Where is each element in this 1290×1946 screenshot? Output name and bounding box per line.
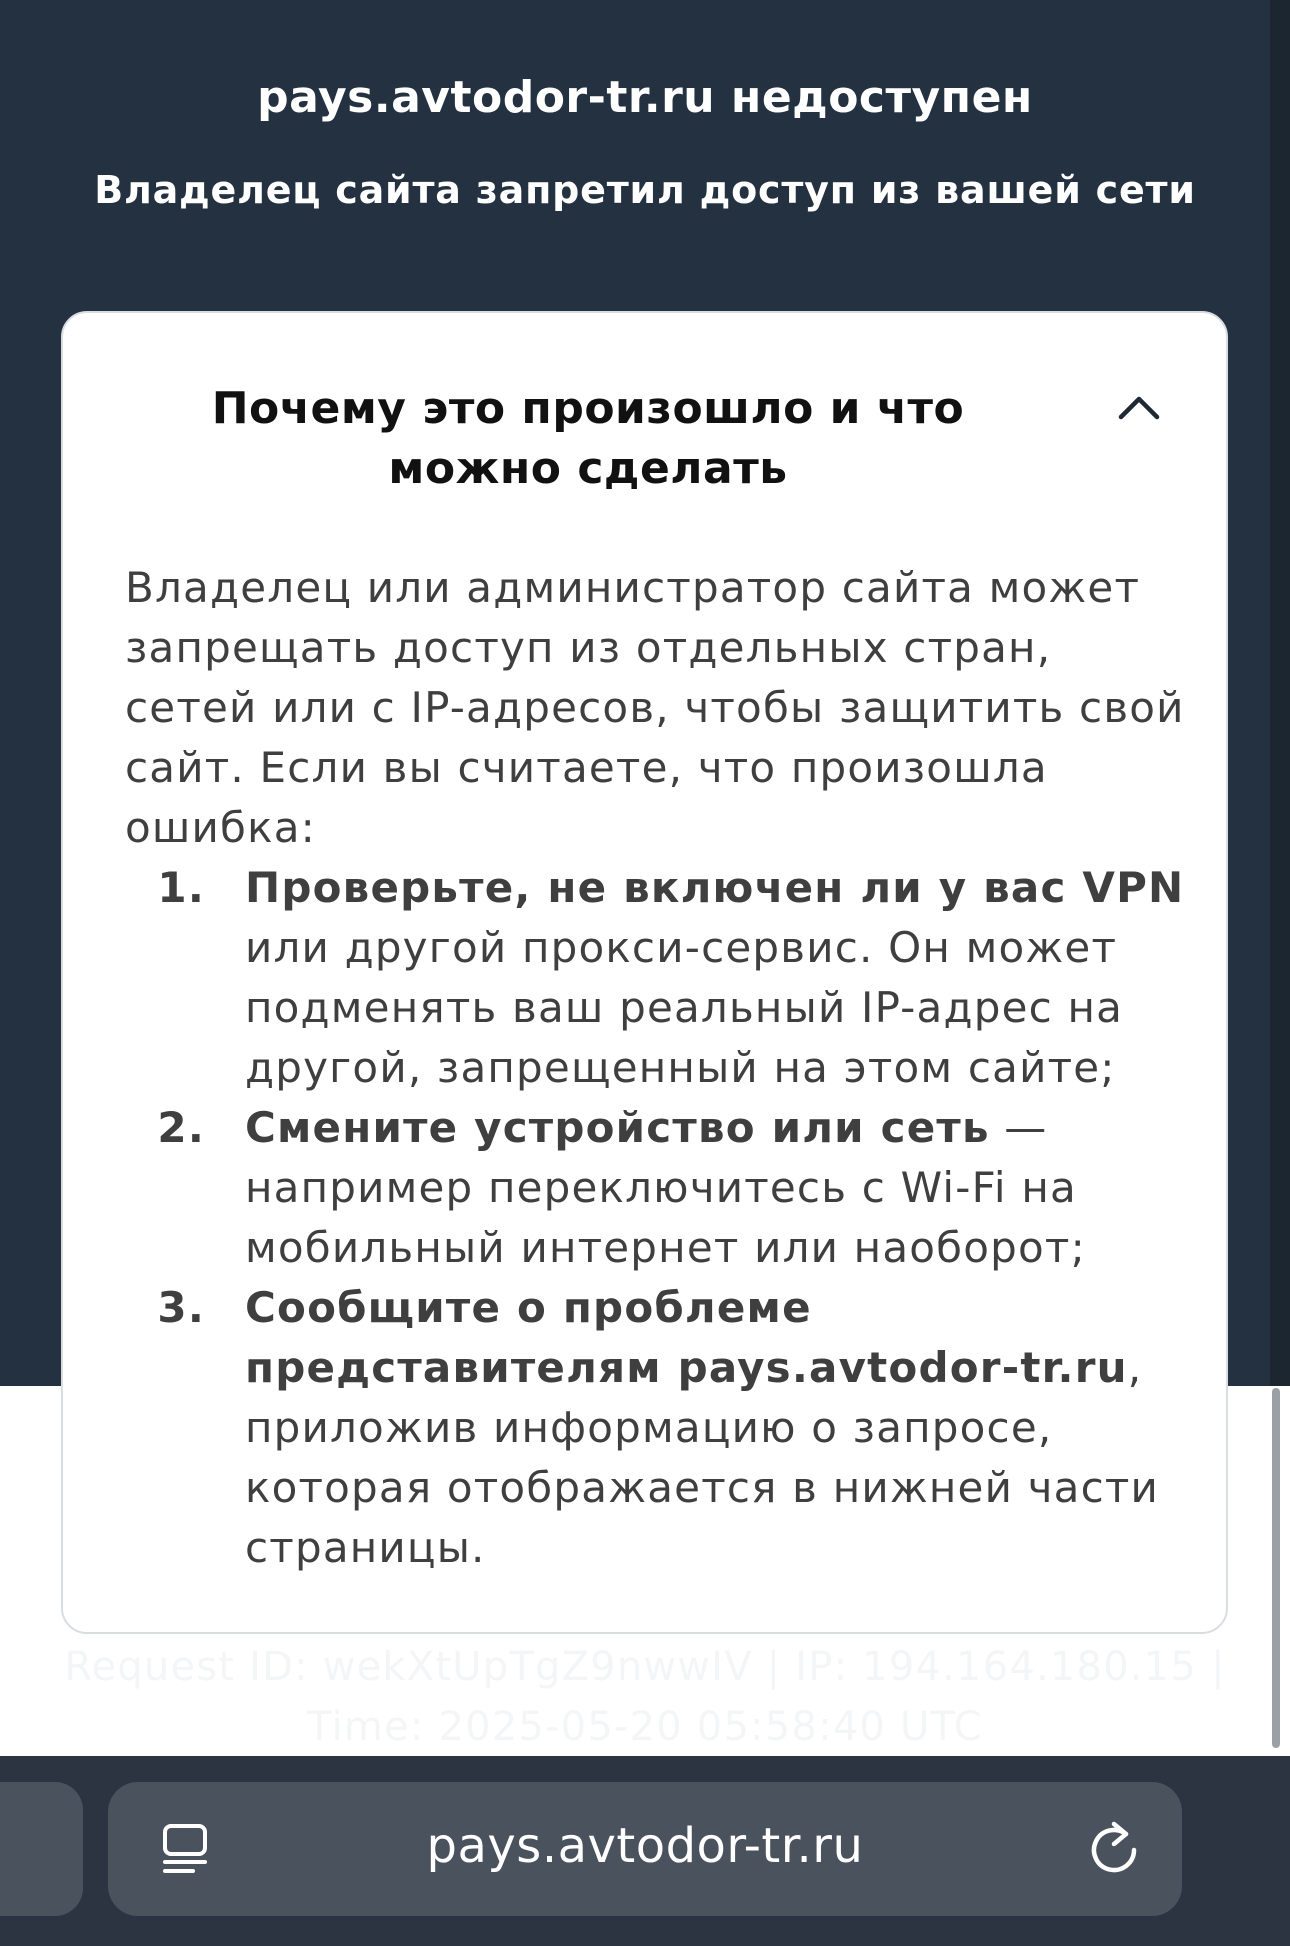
page-title: pays.avtodor-tr.ru недоступен <box>257 72 1033 123</box>
reload-icon[interactable] <box>1086 1820 1142 1878</box>
step-text: , приложив информацию о запросе, которая отображается в нижней части страницы. <box>245 1343 1160 1572</box>
step-bold-text: Сообщите о проблеме представителям pays.avtodor-tr.ru <box>245 1283 1128 1392</box>
step-text: или другой прокси-сервис. Он может подменять ваш реальный IP-адрес на другой, запрещенный на этом сайте; <box>245 923 1124 1092</box>
step-number: 2. <box>157 1103 205 1152</box>
step-bold-text: Проверьте, не включен ли у вас VPN <box>245 863 1185 912</box>
steps-list <box>105 858 1195 1578</box>
list-item <box>105 858 1195 1098</box>
step-text: — например переключитесь с Wi-Fi на мобильный интернет или наоборот; <box>245 1103 1086 1272</box>
step-number: 1. <box>157 863 205 912</box>
list-item <box>105 1278 1195 1578</box>
request-info: Request ID: wekXtUpTgZ9nwwIV | IP: 194.164.180.15 | Time: 2025-05-20 05:58:40 UTC <box>64 1644 1226 1750</box>
url-text[interactable]: pays.avtodor-tr.ru <box>426 1818 864 1874</box>
browser-bottom-bar <box>0 1756 1290 1946</box>
list-item <box>105 1098 1195 1278</box>
card-heading[interactable]: Почему это произошло и что можно сделать <box>211 383 965 494</box>
page-subtitle: Владелец сайта запретил доступ из вашей сети <box>94 168 1196 212</box>
explanation-card <box>61 311 1228 1634</box>
previous-tab[interactable] <box>0 1782 83 1916</box>
intro-text: Владелец или администратор сайта может запрещать доступ из отдельных стран, сетей или с IP-адресов, чтобы защитить свой сайт. Если вы считаете, что произошла ошибка: <box>125 563 1185 852</box>
step-bold-text: Смените устройство или сеть <box>245 1103 990 1152</box>
scrollbar[interactable] <box>1272 1388 1280 1748</box>
address-bar[interactable] <box>108 1782 1182 1916</box>
chevron-up-icon[interactable] <box>1117 385 1161 429</box>
step-number: 3. <box>157 1283 205 1332</box>
